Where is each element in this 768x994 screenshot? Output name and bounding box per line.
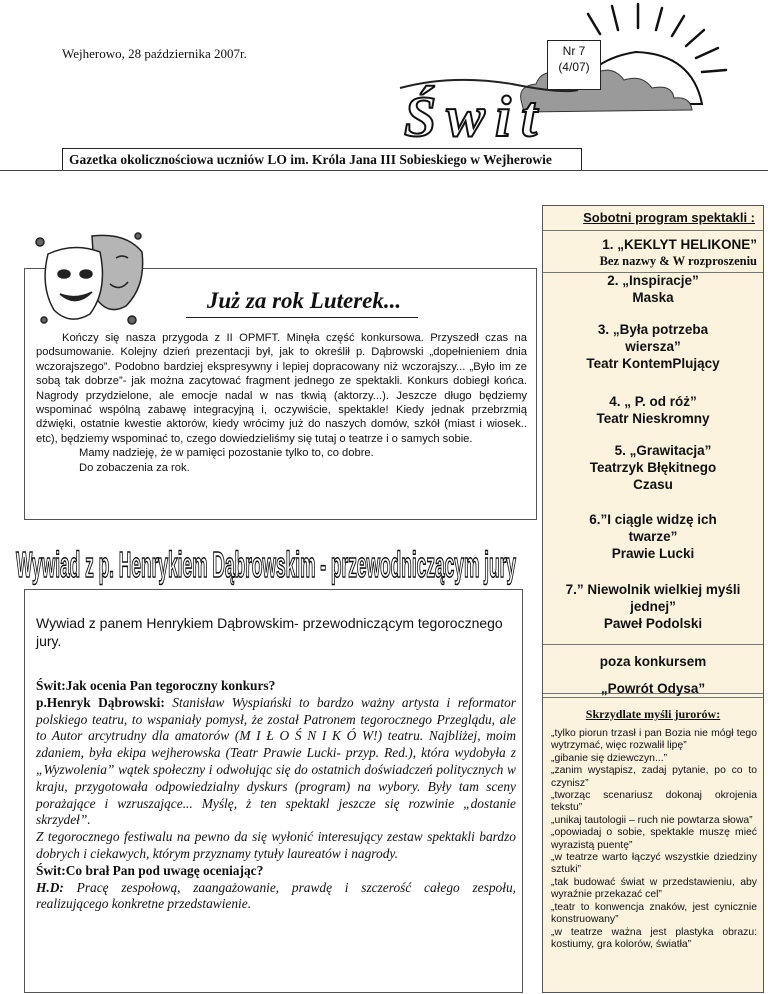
show-title-5: 5. „Grawitacja” — [614, 443, 712, 458]
show-title-7: 7.” Niewolnik wielkiej myśli jednej” — [565, 582, 741, 614]
quotes-list — [551, 728, 757, 951]
issue-number: Nr 7 — [562, 44, 586, 58]
quote-item: „zanim wystąpisz, zadaj pytanie, po co to czynisz” — [551, 765, 757, 789]
question-text: Jak ocenia Pan tegoroczny konkurs? — [65, 678, 276, 693]
show-item-3 — [543, 321, 763, 372]
show-item-1 — [543, 231, 763, 273]
quote-item: „teatr to konwencja znaków, jest cynicznie konstruowany” — [551, 901, 757, 926]
quote-item: „tak budować świat w przedstawieniu, aby wyraźnie przekazać cel” — [551, 876, 757, 901]
masthead-logo — [392, 78, 582, 148]
answer-text: Stanisław Wyspiański to bardzo ważny artysta i reformator polskiego teatru, to wspaniały pomysł, że został Patronem tegorocznego Przeglądu, ale to Autor arcytrudny dla amatorów (M I Ł O Ś N I K Ó W!) teatru. Najbliżej, moim zdaniem, była ekipa wejherowska (Teatr Prawie Lucki- przyp. Red.), która wydobyła z „Wyzwolenia” wątek społeczny i odwołując się do ostatnich doświadczeń politycznych w kraju, przygotowała odpowiedzialny dyskurs (program) na wybory. Były tam sceny porażające i wzruszające... Myślę, ż ten spektakl jeszcze się rozwinie „dostanie skrzydeł”. — [36, 694, 516, 828]
show-item-7 — [543, 581, 763, 632]
article-paragraph: Mamy nadzieję, że w pamięci pozostanie tylko to, co dobre. — [79, 447, 374, 460]
header-rule — [0, 170, 768, 171]
tagline: Gazetka okolicznościowa uczniów LO im. Króla Jana III Sobieskiego w Wejherowie — [62, 148, 582, 170]
speaker-label: Świt: — [36, 862, 66, 878]
show-item-5 — [543, 442, 763, 493]
answer-text: Pracę zespołową, zaangażowanie, prawdę i szczerość całego zespołu, realizującego konkretne przedstawienie. — [36, 879, 516, 912]
show-item-6 — [543, 511, 763, 562]
program-sidebar — [542, 205, 764, 993]
question-text: Co brał Pan pod uwagę oceniając? — [65, 862, 264, 878]
date-line: Wejherowo, 28 października 2007r. — [62, 46, 247, 61]
article-paragraph: Do zobaczenia za rok. — [79, 461, 190, 474]
speaker-label: H.D: — [36, 879, 64, 895]
show-group-1: Bez nazwy & W rozproszeniu — [599, 254, 757, 268]
quote-item: „gibanie się dziewczyn...” — [551, 752, 668, 764]
quote-item: „w teatrze ważna jest plastyka obrazu: kostiumy, gra kolorów, światła” — [551, 926, 757, 950]
outside-show-title: „Powrót Odysa” — [600, 681, 706, 696]
show-title-2: 2. „Inspiracje” — [607, 273, 699, 288]
quote-item: „tylko piorun trzasł i pan Bozia nie mógł tego wytrzymać, więc rozwalił lipę” — [551, 728, 757, 752]
show-group-5: Teatrzyk Błękitnego Czasu — [589, 460, 717, 492]
article-title-underline — [186, 317, 418, 318]
quote-item: „tworząc scenariusz dokonaj okrojenia tekstu” — [551, 790, 757, 814]
quotes-heading: Skrzydlate myśli jurorów: — [585, 707, 721, 721]
show-group-6: Prawie Lucki — [611, 546, 695, 561]
show-group-3: Teatr KontemPlujący — [586, 356, 720, 371]
article-title: Już za rok Luterek... — [206, 288, 402, 313]
interview-banner-text: Wywiad z p. Henrykiem Dąbrowskim - przewodniczącym jury — [16, 544, 516, 585]
interview-answer — [36, 695, 516, 829]
interview-question — [36, 678, 516, 695]
interview-answer-continued: Z tegorocznego festiwalu na pewno da się wyłonić interesujący zestaw spektakli bardzo dobrych i ciekawych, którym przyznamy tytuły laureatów i nagrody. — [36, 829, 516, 861]
divider — [543, 697, 763, 698]
show-item-2 — [543, 272, 763, 306]
interview-intro: Wywiad z panem Henrykiem Dąbrowskim- przewodniczącym tegorocznego jury. — [36, 615, 503, 649]
program-heading: Sobotni program spektakli : — [543, 206, 763, 231]
show-title-4: 4. „ P. od róż” — [609, 394, 697, 409]
show-group-4: Teatr Nieskromny — [596, 411, 710, 426]
show-title-6: 6.”I ciągle widzę ich twarze” — [589, 512, 717, 544]
interview-answer — [36, 880, 516, 914]
quote-item: „opowiadaj o sobie, spektakle muszę mieć wyrazistą puentę” — [551, 827, 757, 851]
quote-item: „w teatrze warto łączyć wszystkie dziedziny sztuki” — [551, 852, 757, 876]
article-paragraph: Kończy się nasza przygoda z II OPMFT. Minęła część konkursowa. Przyszedł czas na podsumowanie. Kolejny dzień prezentacji był, jak to określił p. Dąbrowski „dopełnieniem dnia wczorajszego”. Podobno bardziej ekspresywny i lepiej dopracowany niż wczorajszy... „Było im ze sobą tak dobrze”- jak można zacytować fragment jednego ze spektakli. Konkurs dobiegł końca. Nagrody przydzielone, ale emocje nadal w nas tkwią (aktorzy...). Jeszcze długo będziemy wspominać wspólną zabawę integracyjną i, oczywiście, spektakle! Kiedy jednak przebrzmią dźwięki, ostatnie kwestie aktorów, kiedy wrócimy już do naszych domów, szkół (miast i wiosek.. etc), będziemy wspominać to, czego dowiedzieliśmy się tutaj o teatrze i o samych sobie. — [36, 332, 527, 445]
masthead-title: Świt — [404, 84, 548, 148]
show-group-7: Paweł Podolski — [603, 616, 703, 631]
interview-body — [36, 678, 516, 913]
show-item-4 — [543, 393, 763, 427]
interview-question — [36, 863, 516, 880]
show-title-3: 3. „Była potrzeba wiersza” — [597, 322, 709, 354]
show-title-1: 1. „KEKLYT HELIKONE” — [602, 237, 757, 252]
outside-competition-label: poza konkursem — [599, 654, 707, 669]
speaker-label: p.Henryk Dąbrowski: — [36, 694, 165, 710]
interview-banner — [10, 540, 522, 586]
show-group-2: Maska — [632, 290, 674, 305]
article-body — [36, 331, 527, 475]
issue-sub: (4/07) — [558, 60, 590, 74]
quote-item: „unikaj tautologii – ruch nie powtarza słowa” — [551, 814, 753, 826]
theatre-mask-icon — [30, 228, 150, 338]
speaker-label: Świt: — [36, 678, 66, 693]
